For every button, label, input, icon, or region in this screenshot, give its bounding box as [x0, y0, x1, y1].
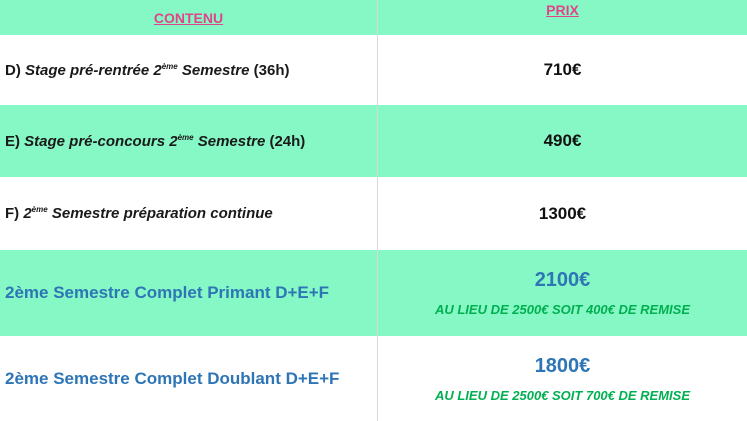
row-price-cell: [378, 177, 747, 250]
row-price: 1300€: [538, 203, 587, 223]
package-label: 2ème Semestre Complet Doublant D+E+F: [5, 368, 340, 388]
package-discount: AU LIEU DE 2500€ SOIT 400€ DE REMISE: [434, 302, 691, 317]
row-label-cell: [0, 105, 378, 177]
package-price-cell: [378, 250, 747, 336]
content-header: CONTENU: [153, 9, 224, 26]
price-header-cell: [378, 0, 747, 35]
package-price: 1800€: [534, 354, 591, 377]
package-label: 2ème Semestre Complet Primant D+E+F: [5, 283, 330, 302]
row-label: D) Stage pré-rentrée 2ème Semestre (36h): [5, 61, 290, 79]
package-row: [0, 336, 747, 421]
package-price: 2100€: [534, 269, 591, 291]
row-label: F) 2ème Semestre préparation continue: [5, 205, 273, 222]
header-row: [0, 0, 747, 35]
package-discount: AU LIEU DE 2500€ SOIT 700€ DE REMISE: [434, 387, 691, 403]
table-row: [0, 177, 747, 250]
row-price-cell: [378, 35, 747, 105]
price-header: PRIX: [546, 2, 579, 18]
table-row: [0, 105, 747, 177]
package-price-cell: [378, 336, 747, 421]
package-row: [0, 250, 747, 336]
content-header-cell: [0, 0, 378, 35]
package-label-cell: [0, 250, 378, 336]
package-label-cell: [0, 336, 378, 421]
row-price-cell: [378, 105, 747, 177]
row-price: 710€: [543, 60, 582, 79]
table-row: [0, 35, 747, 105]
row-price: 490€: [543, 131, 582, 150]
row-label: E) Stage pré-concours 2ème Semestre (24h): [5, 132, 306, 150]
row-label-cell: [0, 177, 378, 250]
row-label-cell: [0, 35, 378, 105]
